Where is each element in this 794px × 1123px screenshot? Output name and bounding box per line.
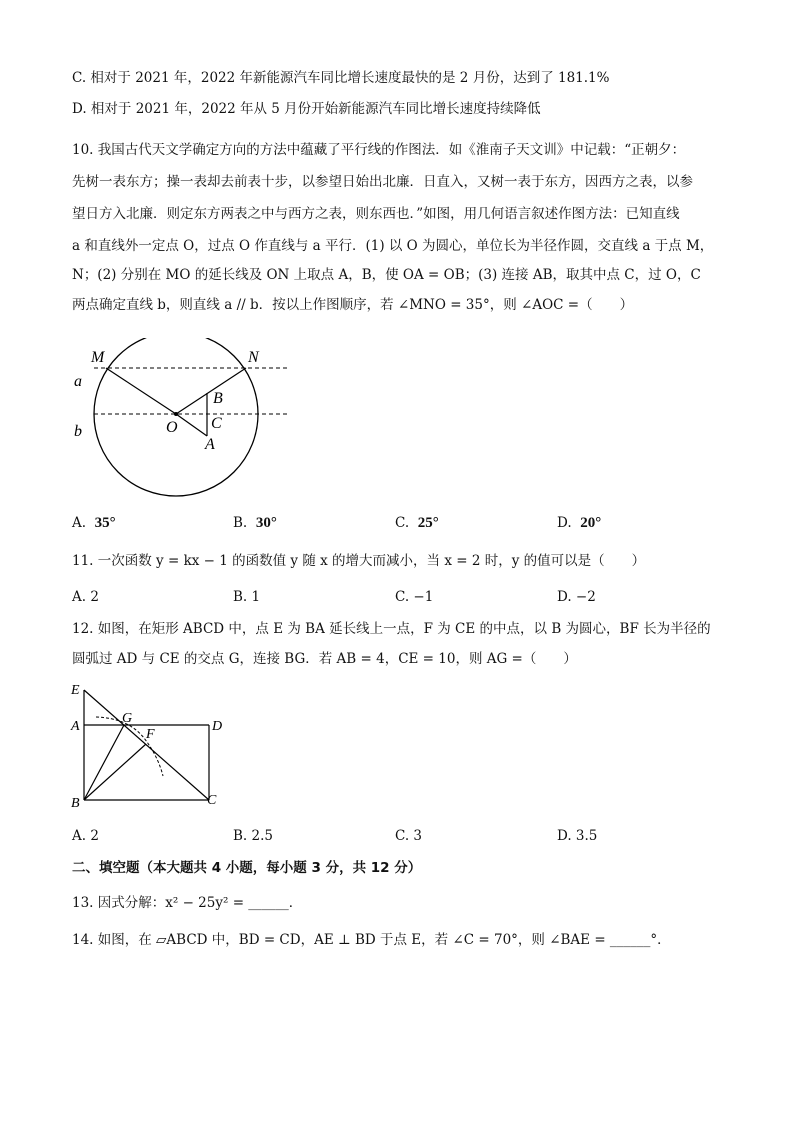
label-C: C (211, 415, 222, 432)
question-10-line-5: N；(2) 分别在 MO 的延长线及 ON 上取点 A，B，使 OA = OB；(3) 连接 AB，取其中点 C，过 O，C (72, 267, 701, 283)
point-O (174, 412, 178, 416)
question-10-line-6: 两点确定直线 b，则直线 a // b．按以上作图顺序，若 ∠MNO = 35°，则 ∠AOC =（ ） (72, 297, 634, 313)
label-M: M (91, 349, 105, 366)
question-12-option-a: A. 2 (72, 828, 99, 844)
question-10-figure (64, 338, 304, 508)
question-10-line-3: 望日方入北廉．则定东方两表之中与西方之表，则东西也．”如图，用几何语言叙述作图方法：已知直线 (72, 206, 680, 222)
question-10-line-1: 10. 我国古代天文学确定方向的方法中蕴藏了平行线的作图法．如《淮南子天文训》中记载：“正朝夕： (72, 142, 686, 158)
question-12-option-d: D. 3.5 (557, 828, 598, 844)
question-9-option-d: D. 相对于 2021 年，2022 年从 5 月份开始新能源汽车同比增长速度持续降低 (72, 101, 541, 117)
label-B: B (71, 796, 80, 810)
question-11-option-a: A. 2 (72, 589, 99, 605)
figure-circle (94, 338, 258, 496)
segment-OA (176, 414, 207, 436)
question-11-option-b: B. 1 (233, 589, 261, 605)
question-10-option-a: A. 35° (72, 515, 116, 531)
question-11-option-c: C. −1 (395, 589, 434, 605)
label-F: F (146, 727, 155, 742)
segment-ON (176, 368, 246, 414)
question-9-option-c: C. 相对于 2021 年，2022 年新能源汽车同比增长速度最快的是 2 月份，达到了 181.1% (72, 70, 610, 86)
label-a: a (74, 373, 82, 390)
label-C: C (207, 793, 217, 808)
question-12-line-1: 12. 如图，在矩形 ABCD 中，点 E 为 BA 延长线上一点，F 为 CE 的中点，以 B 为圆心，BF 长为半径的 (72, 621, 711, 637)
question-10-option-d: D. 20° (557, 515, 602, 531)
question-12-figure (66, 680, 226, 810)
question-10-line-4: a 和直线外一定点 O，过点 O 作直线与 a 平行．(1) 以 O 为圆心，单位长为半径作圆，交直线 a 于点 M， (72, 238, 714, 254)
question-10-option-c: C. 25° (395, 515, 439, 531)
label-b: b (74, 423, 82, 440)
segment-MA (106, 368, 176, 414)
segment-BF (84, 744, 146, 800)
label-N: N (248, 349, 259, 366)
label-O: O (166, 419, 178, 436)
label-A: A (205, 436, 215, 453)
question-12-option-c: C. 3 (395, 828, 423, 844)
question-12-line-2: 圆弧过 AD 与 CE 的交点 G，连接 BG．若 AB = 4，CE = 10，则 AG =（ ） (72, 651, 577, 667)
segment-BG (84, 725, 124, 800)
label-G: G (122, 711, 133, 726)
label-A: A (71, 719, 80, 734)
question-13-text: 13. 因式分解：x² − 25y² = ______． (72, 895, 303, 911)
question-11-text: 11. 一次函数 y = kx − 1 的函数值 y 随 x 的增大而减小，当 x = 2 时，y 的值可以是（ ） (72, 553, 646, 569)
label-D: D (212, 719, 223, 734)
label-B: B (213, 390, 223, 407)
section-2-title: 二、填空题（本大题共 4 小题，每小题 3 分，共 12 分） (72, 860, 422, 876)
label-E: E (71, 683, 80, 698)
question-14-text: 14. 如图，在 ▱ABCD 中，BD = CD，AE ⊥ BD 于点 E，若 ∠C = 70°，则 ∠BAE = ______°． (72, 932, 671, 948)
question-11-option-d: D. −2 (557, 589, 596, 605)
question-10-option-b: B. 30° (233, 515, 277, 531)
question-12-option-b: B. 2.5 (233, 828, 273, 844)
question-10-line-2: 先树一表东方；操一表却去前表十步，以参望日始出北廉．日直入，又树一表于东方，因西方之表，以参 (72, 174, 693, 190)
